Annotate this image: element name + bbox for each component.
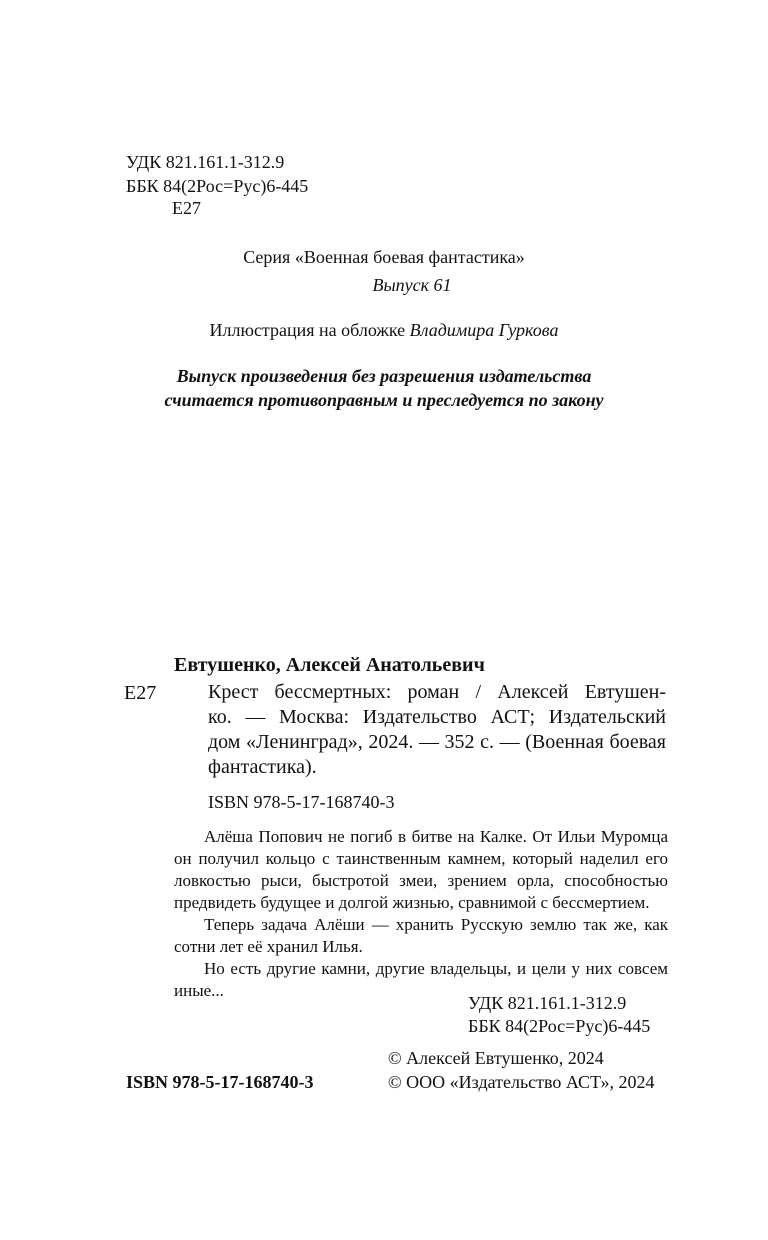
annotation-line: иные... bbox=[174, 981, 224, 1000]
bib-author: Евтушенко, Алексей Анатольевич bbox=[174, 654, 485, 676]
series-issue: Выпуск 61 bbox=[372, 275, 452, 295]
bib-line: дом «Ленинград», 2024. — 352 с. — (Военная боевая bbox=[208, 731, 666, 753]
bib-line: Крест бессмертных: роман / Алексей Евтушен- bbox=[208, 681, 666, 703]
copyright-publisher: © ООО «Издательство АСТ», 2024 bbox=[388, 1072, 655, 1092]
illustration-credit bbox=[0, 318, 768, 342]
annotation bbox=[174, 826, 668, 1002]
annotation-line: сотни лет её хранил Илья. bbox=[174, 937, 363, 956]
copyright-warning bbox=[0, 364, 768, 412]
annotation-line: Алёша Попович не погиб в битве на Калке. От Ильи Муромца bbox=[204, 827, 668, 846]
author-mark-top: Е27 bbox=[172, 198, 201, 218]
annotation-line: Теперь задача Алёши — хранить Русскую землю так же, как bbox=[204, 915, 668, 934]
annotation-line: предвидеть будущее и долгой жизнью, сравнимой с бессмертием. bbox=[174, 893, 650, 912]
bib-line: ко. — Москва: Издательство АСТ; Издательский bbox=[208, 706, 666, 728]
warning-line: считается противоправным и преследуется по закону bbox=[164, 390, 604, 410]
bbk-code-bottom: ББК 84(2Рос=Рус)6-445 bbox=[468, 1016, 651, 1036]
annotation-line: ловкостью рыси, быстротой змеи, зрением орла, способностью bbox=[174, 871, 668, 890]
bib-line: фантастика). bbox=[208, 756, 317, 778]
copyright-author: © Алексей Евтушенко, 2024 bbox=[388, 1048, 604, 1068]
annotation-line: он получил кольцо с таинственным камнем, который наделил его bbox=[174, 849, 668, 868]
bbk-code-top: ББК 84(2Рос=Рус)6-445 bbox=[126, 176, 309, 196]
series-title: Серия «Военная боевая фантастика» bbox=[243, 247, 525, 267]
bib-isbn: ISBN 978-5-17-168740-3 bbox=[208, 792, 395, 812]
warning-line: Выпуск произведения без разрешения издательства bbox=[176, 366, 592, 386]
isbn-bottom: ISBN 978-5-17-168740-3 bbox=[126, 1072, 314, 1092]
illustration-prefix: Иллюстрация на обложке bbox=[209, 320, 410, 340]
annotation-line: Но есть другие камни, другие владельцы, и цели у них совсем bbox=[204, 959, 668, 978]
udk-code-top: УДК 821.161.1-312.9 bbox=[126, 152, 285, 172]
bib-description bbox=[208, 680, 666, 780]
illustration-artist: Владимира Гуркова bbox=[409, 320, 559, 340]
udk-code-bottom: УДК 821.161.1-312.9 bbox=[468, 993, 627, 1013]
bib-index: Е27 bbox=[124, 682, 157, 704]
